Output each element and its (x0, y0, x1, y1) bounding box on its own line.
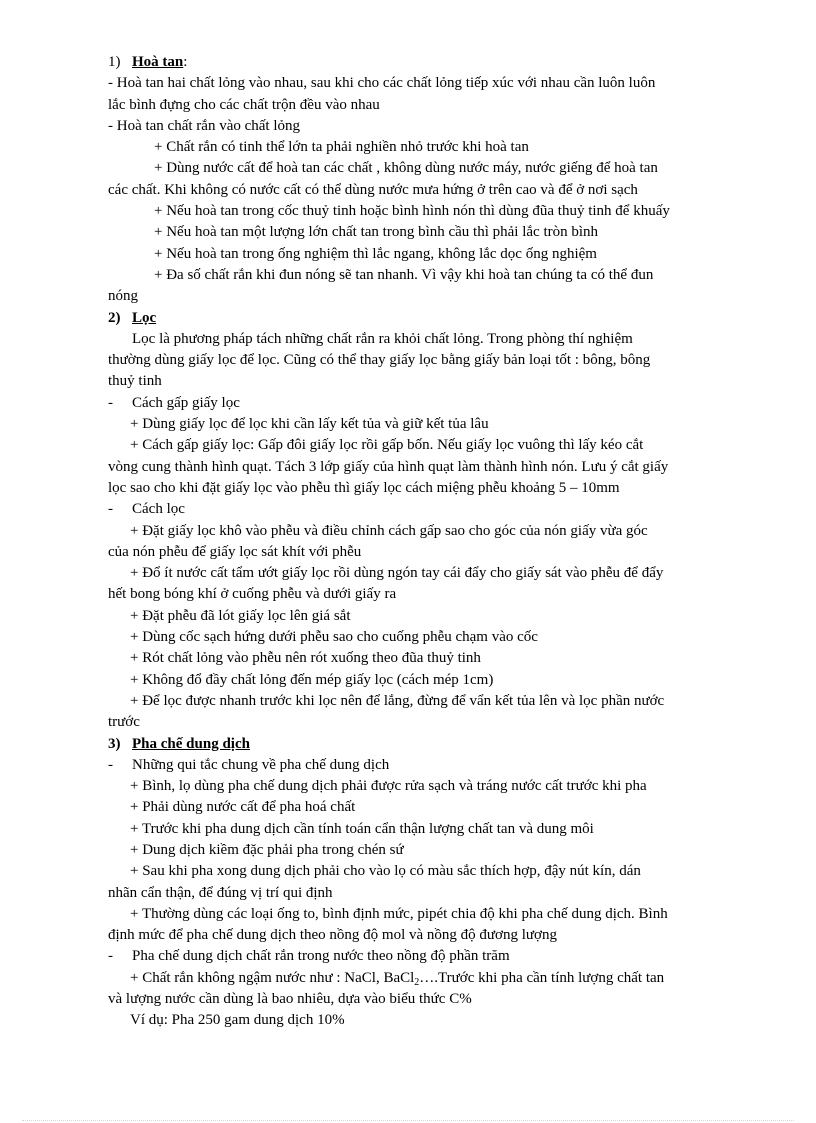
section-2-heading (108, 308, 758, 329)
bullet-line: + Rót chất lỏng vào phễu nên rót xuống theo đũa thuỷ tinh (130, 650, 481, 667)
paragraph-line: - Hoà tan hai chất lỏng vào nhau, sau khi cho các chất lỏng tiếp xúc với nhau cần luôn luôn (108, 75, 656, 92)
paragraph-line: định mức để pha chế dung dịch theo nồng độ mol và nồng độ đương lượng (108, 927, 557, 944)
paragraph-line: nhãn cẩn thận, để đúng vị trí qui định (108, 884, 333, 901)
page-bottom-divider (22, 1120, 794, 1121)
dash-marker: - (108, 756, 113, 773)
paragraph-line: vòng cung thành hình quạt. Tách 3 lớp giấy của hình quạt làm thành hình nón. Lưu ý cắt giấy (108, 458, 669, 475)
paragraph-line: thường dùng giấy lọc để lọc. Cũng có thể thay giấy lọc bằng giấy bản loại tốt : bông, bông (108, 352, 651, 369)
subheading-text: Pha chế dung dịch chất rắn trong nước theo nồng độ phần trăm (132, 948, 510, 965)
subscript: 2 (414, 976, 420, 988)
bullet-line: + Để lọc được nhanh trước khi lọc nên để lắng, đừng để vẩn kết tủa lên và lọc phần nước (130, 692, 665, 709)
bullet-line: + Đặt giấy lọc khô vào phễu và điều chỉnh cách gấp sao cho góc của nón giấy vừa góc (130, 522, 648, 539)
bullet-line: + Nếu hoà tan trong ống nghiệm thì lắc ngang, không lắc dọc ống nghiệm (154, 245, 597, 262)
bullet-line: + Sau khi pha xong dung dịch phải cho vào lọ có màu sắc thích hợp, đậy nút kín, dán (130, 863, 641, 880)
section-1-number: 1) (108, 54, 121, 70)
bullet-line: + Bình, lọ dùng pha chế dung dịch phải được rửa sạch và tráng nước cất trước khi pha (130, 778, 647, 795)
paragraph-line: trước (108, 714, 140, 731)
paragraph-line: - Hoà tan chất rắn vào chất lỏng (108, 117, 301, 134)
bullet-line: + Đặt phễu đã lót giấy lọc lên giá sắt (130, 607, 351, 624)
paragraph-line: các chất. Khi không có nước cất có thể dùng nước mưa hứng ở trên cao và để ở nơi sạch (108, 181, 638, 198)
section-1-title: Hoà tan (132, 54, 184, 70)
paragraph-line: lắc bình đựng cho các chất trộn đều vào nhau (108, 96, 380, 113)
bullet-line: + Phải dùng nước cất để pha hoá chất (130, 799, 356, 816)
section-3-heading (108, 734, 758, 755)
subheading-text: Những qui tắc chung về pha chế dung dịch (132, 756, 390, 773)
paragraph-line: nóng (108, 288, 138, 305)
subheading (108, 393, 758, 414)
bullet-line: + Thường dùng các loại ống to, bình định mức, pipét chia độ khi pha chế dung dịch. Bình (130, 905, 668, 922)
bullet-line (108, 968, 758, 989)
paragraph-line: và lượng nước cần dùng là bao nhiêu, dựa vào biểu thức C% (108, 991, 472, 1008)
subheading (108, 499, 758, 520)
bullet-line: + Đa số chất rắn khi đun nóng sẽ tan nhanh. Vì vậy khi hoà tan chúng ta có thể đun (154, 266, 654, 283)
bullet-line: + Không đổ đầy chất lỏng đến mép giấy lọc (cách mép 1cm) (130, 671, 494, 688)
bullet-line: + Chất rắn có tinh thể lớn ta phải nghiền nhỏ trước khi hoà tan (154, 139, 529, 156)
dash-marker: - (108, 394, 113, 411)
paragraph-line: lọc sao cho khi đặt giấy lọc vào phễu thì giấy lọc cách miệng phễu khoảng 5 – 10mm (108, 479, 620, 496)
dash-marker: - (108, 948, 113, 965)
paragraph-line: thuỷ tinh (108, 373, 162, 390)
section-1-colon: : (183, 54, 188, 70)
bullet-line: + Nếu hoà tan một lượng lớn chất tan trong bình cầu thì phải lắc tròn bình (154, 224, 599, 241)
bullet-line: + Đổ ít nước cất tẩm ướt giấy lọc rồi dùng ngón tay cái đẩy cho giấy sát vào phễu để đẩy (130, 565, 664, 582)
formula-text-tail: ….Trước khi pha cần tính lượng chất tan (419, 969, 665, 986)
paragraph-line: của nón phễu để giấy lọc sát khít với phễu (108, 543, 362, 560)
paragraph-line: Lọc là phương pháp tách những chất rắn ra khỏi chất lỏng. Trong phòng thí nghiệm (132, 330, 633, 347)
subheading (108, 755, 758, 776)
section-3-number: 3) (108, 735, 121, 752)
section-2-title: Lọc (132, 309, 157, 326)
section-3-title: Pha chế dung dịch (132, 735, 250, 752)
paragraph-line: hết bong bóng khí ở cuống phễu và dưới giấy ra (108, 586, 397, 603)
example-line: Ví dụ: Pha 250 gam dung dịch 10% (130, 1012, 345, 1029)
formula-text: + Chất rắn không ngậm nước như : NaCl, BaCl (130, 969, 415, 986)
dash-marker: - (108, 501, 113, 518)
bullet-line: + Trước khi pha dung dịch cần tính toán cẩn thận lượng chất tan và dung môi (130, 820, 594, 837)
section-2-number: 2) (108, 309, 121, 326)
subheading-text: Cách gấp giấy lọc (132, 394, 240, 411)
subheading-text: Cách lọc (132, 501, 185, 518)
bullet-line: + Cách gấp giấy lọc: Gấp đôi giấy lọc rồi gấp bốn. Nếu giấy lọc vuông thì lấy kéo cắt (130, 437, 644, 454)
section-1-heading (108, 52, 758, 73)
bullet-line: + Dùng cốc sạch hứng dưới phễu sao cho cuống phễu chạm vào cốc (130, 629, 538, 646)
bullet-line: + Dùng giấy lọc để lọc khi cần lấy kết tủa và giữ kết tủa lâu (130, 416, 489, 433)
bullet-line: + Dung dịch kiềm đặc phải pha trong chén sứ (130, 841, 404, 858)
document-page (108, 52, 758, 1032)
bullet-line: + Nếu hoà tan trong cốc thuỷ tinh hoặc bình hình nón thì dùng đũa thuỷ tinh để khuấy (154, 203, 670, 220)
subheading (108, 946, 758, 967)
bullet-line: + Dùng nước cất để hoà tan các chất , không dùng nước máy, nước giếng để hoà tan (154, 160, 658, 177)
